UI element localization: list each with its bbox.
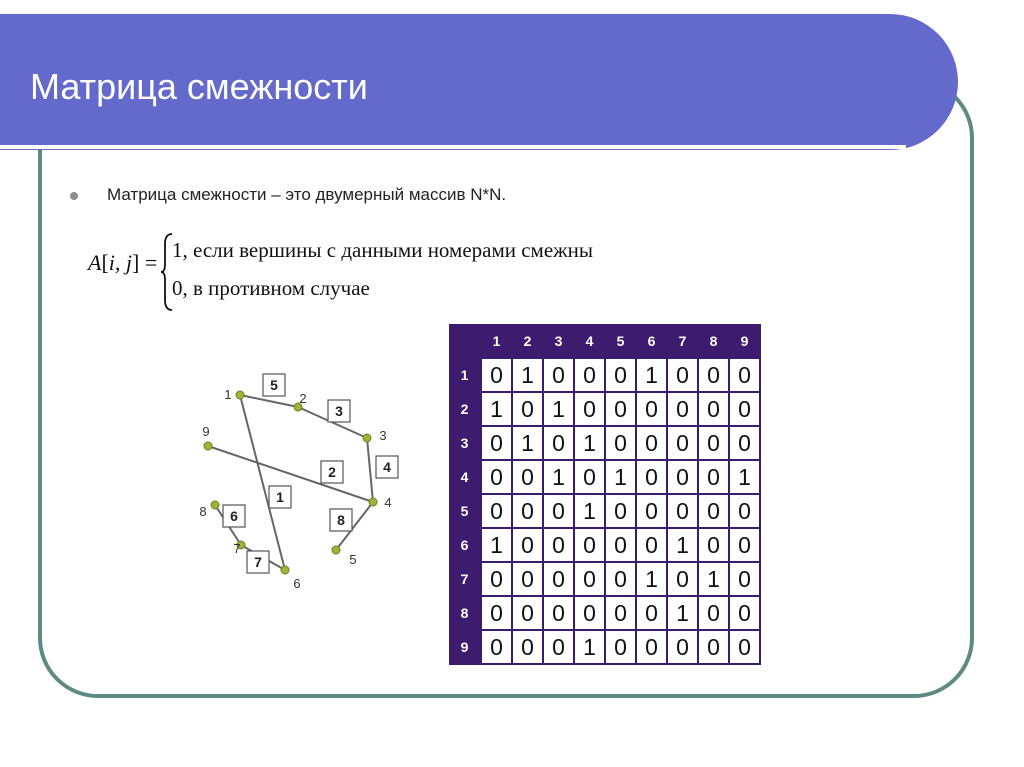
matrix-cell: 0 xyxy=(636,528,667,562)
formula-case-adjacent: 1, если вершины с данными номерами смежны xyxy=(172,238,594,262)
matrix-cell: 0 xyxy=(481,562,512,596)
matrix-cell: 0 xyxy=(729,596,760,630)
matrix-cell: 0 xyxy=(574,460,605,494)
matrix-cell: 0 xyxy=(698,460,729,494)
matrix-cell: 0 xyxy=(605,358,636,392)
matrix-cell: 0 xyxy=(605,528,636,562)
matrix-cell: 1 xyxy=(543,392,574,426)
edge-label: 1 xyxy=(276,489,284,505)
edge-label: 3 xyxy=(335,403,343,419)
matrix-column-header: 5 xyxy=(605,324,636,358)
matrix-cell: 0 xyxy=(636,494,667,528)
matrix-cell: 0 xyxy=(729,426,760,460)
matrix-cell: 0 xyxy=(636,630,667,664)
matrix-cell: 0 xyxy=(698,358,729,392)
matrix-cell: 1 xyxy=(574,426,605,460)
matrix-cell: 0 xyxy=(698,494,729,528)
matrix-cell: 1 xyxy=(512,426,543,460)
matrix-cell: 0 xyxy=(667,562,698,596)
matrix-cell: 0 xyxy=(481,460,512,494)
graph-vertex xyxy=(204,442,212,450)
matrix-cell: 0 xyxy=(698,392,729,426)
matrix-cell: 0 xyxy=(574,596,605,630)
matrix-cell: 0 xyxy=(667,358,698,392)
matrix-cell: 0 xyxy=(512,596,543,630)
matrix-cell: 0 xyxy=(636,596,667,630)
matrix-cell: 1 xyxy=(667,528,698,562)
matrix-column-header: 9 xyxy=(729,324,760,358)
vertex-label: 6 xyxy=(293,576,301,591)
matrix-cell: 0 xyxy=(729,528,760,562)
vertex-label: 5 xyxy=(349,552,357,567)
matrix-cell: 1 xyxy=(543,460,574,494)
matrix-cell: 0 xyxy=(512,630,543,664)
matrix-cell: 0 xyxy=(512,562,543,596)
matrix-cell: 0 xyxy=(636,460,667,494)
bullet-dot xyxy=(70,192,78,200)
matrix-cell: 1 xyxy=(574,630,605,664)
matrix-cell: 1 xyxy=(481,392,512,426)
edge-label: 2 xyxy=(328,464,336,480)
matrix-cell: 0 xyxy=(481,596,512,630)
graph-edge xyxy=(240,395,298,407)
matrix-cell: 1 xyxy=(729,460,760,494)
matrix-row xyxy=(449,392,760,426)
matrix-cell: 0 xyxy=(574,562,605,596)
matrix-cell: 0 xyxy=(636,426,667,460)
matrix-cell: 0 xyxy=(512,392,543,426)
matrix-cell: 0 xyxy=(667,494,698,528)
matrix-cell: 0 xyxy=(605,562,636,596)
matrix-cell: 0 xyxy=(729,392,760,426)
matrix-cell: 0 xyxy=(605,392,636,426)
matrix-row-header: 7 xyxy=(449,562,481,596)
matrix-cell: 0 xyxy=(543,528,574,562)
matrix-cell: 0 xyxy=(574,528,605,562)
matrix-cell: 0 xyxy=(512,460,543,494)
vertex-label: 9 xyxy=(202,424,210,439)
adjacency-matrix xyxy=(449,324,761,665)
matrix-cell: 0 xyxy=(667,460,698,494)
matrix-cell: 0 xyxy=(729,494,760,528)
matrix-header-row xyxy=(449,324,760,358)
matrix-column-header: 3 xyxy=(543,324,574,358)
matrix-row-header: 3 xyxy=(449,426,481,460)
matrix-cell: 0 xyxy=(729,358,760,392)
matrix-cell: 0 xyxy=(543,596,574,630)
graph-edge xyxy=(240,395,285,570)
vertex-label: 4 xyxy=(384,495,392,510)
matrix-row-header: 2 xyxy=(449,392,481,426)
matrix-cell: 0 xyxy=(481,426,512,460)
matrix-column-header: 4 xyxy=(574,324,605,358)
matrix-cell: 0 xyxy=(729,562,760,596)
graph-vertex xyxy=(332,546,340,554)
edge-label: 8 xyxy=(337,512,345,528)
slide-title: Матрица смежности xyxy=(30,66,368,107)
matrix-column-header: 6 xyxy=(636,324,667,358)
bullet-text: Матрица смежности – это двумерный массив N*N. xyxy=(107,185,507,204)
edge-label: 5 xyxy=(270,377,278,393)
matrix-row xyxy=(449,426,760,460)
matrix-cell: 0 xyxy=(667,426,698,460)
formula-case-otherwise: 0, в противном случае xyxy=(172,276,370,300)
matrix-cell: 1 xyxy=(605,460,636,494)
matrix-row-header: 9 xyxy=(449,630,481,664)
edge-label: 4 xyxy=(383,459,391,475)
vertex-label: 8 xyxy=(199,504,207,519)
matrix-cell: 0 xyxy=(512,528,543,562)
matrix-cell: 0 xyxy=(636,392,667,426)
matrix-column-header: 2 xyxy=(512,324,543,358)
matrix-cell: 0 xyxy=(543,630,574,664)
matrix-row xyxy=(449,528,760,562)
matrix-row xyxy=(449,596,760,630)
matrix-row xyxy=(449,562,760,596)
matrix-corner xyxy=(449,324,481,358)
matrix-row xyxy=(449,630,760,664)
matrix-cell: 0 xyxy=(698,426,729,460)
vertex-label: 3 xyxy=(379,428,387,443)
matrix-cell: 0 xyxy=(667,392,698,426)
matrix-column-header: 8 xyxy=(698,324,729,358)
matrix-cell: 1 xyxy=(667,596,698,630)
matrix-cell: 1 xyxy=(636,358,667,392)
matrix-cell: 0 xyxy=(543,494,574,528)
matrix-cell: 0 xyxy=(667,630,698,664)
matrix-row-header: 4 xyxy=(449,460,481,494)
edge-label: 7 xyxy=(254,554,262,570)
graph-vertex xyxy=(369,498,377,506)
graph-vertex xyxy=(281,566,289,574)
matrix-cell: 0 xyxy=(605,426,636,460)
formula-lhs: A[i, j] = xyxy=(88,250,158,275)
matrix-cell: 0 xyxy=(481,494,512,528)
graph-edge xyxy=(367,438,373,502)
graph-vertex xyxy=(211,501,219,509)
matrix-cell: 1 xyxy=(636,562,667,596)
matrix-cell: 0 xyxy=(543,358,574,392)
matrix-row xyxy=(449,494,760,528)
matrix-column-header: 7 xyxy=(667,324,698,358)
title-underline xyxy=(0,145,906,149)
formula-matrix-name: A xyxy=(88,250,102,275)
matrix-cell: 0 xyxy=(729,630,760,664)
matrix-cell: 1 xyxy=(698,562,729,596)
matrix-cell: 0 xyxy=(543,562,574,596)
vertex-label: 1 xyxy=(224,387,232,402)
edge-label: 6 xyxy=(230,508,238,524)
matrix-cell: 0 xyxy=(605,494,636,528)
matrix-cell: 0 xyxy=(605,630,636,664)
graph-vertex xyxy=(236,391,244,399)
graph-vertex xyxy=(363,434,371,442)
matrix-cell: 1 xyxy=(512,358,543,392)
matrix-row-header: 8 xyxy=(449,596,481,630)
matrix-cell: 0 xyxy=(543,426,574,460)
matrix-cell: 0 xyxy=(698,596,729,630)
matrix-row-header: 6 xyxy=(449,528,481,562)
formula-indices: i, j xyxy=(108,250,133,275)
matrix-cell: 0 xyxy=(574,392,605,426)
matrix-row xyxy=(449,460,760,494)
matrix-cell: 0 xyxy=(698,528,729,562)
matrix-cell: 1 xyxy=(481,528,512,562)
matrix-row xyxy=(449,358,760,392)
graph-diagram xyxy=(190,360,430,600)
matrix-cell: 0 xyxy=(512,494,543,528)
matrix-cell: 0 xyxy=(574,358,605,392)
matrix-cell: 0 xyxy=(698,630,729,664)
matrix-column-header: 1 xyxy=(481,324,512,358)
vertex-label: 7 xyxy=(233,541,241,556)
matrix-row-header: 1 xyxy=(449,358,481,392)
matrix-cell: 0 xyxy=(605,596,636,630)
matrix-cell: 0 xyxy=(481,630,512,664)
matrix-cell: 1 xyxy=(574,494,605,528)
matrix-cell: 0 xyxy=(481,358,512,392)
vertex-label: 2 xyxy=(299,391,307,406)
matrix-row-header: 5 xyxy=(449,494,481,528)
